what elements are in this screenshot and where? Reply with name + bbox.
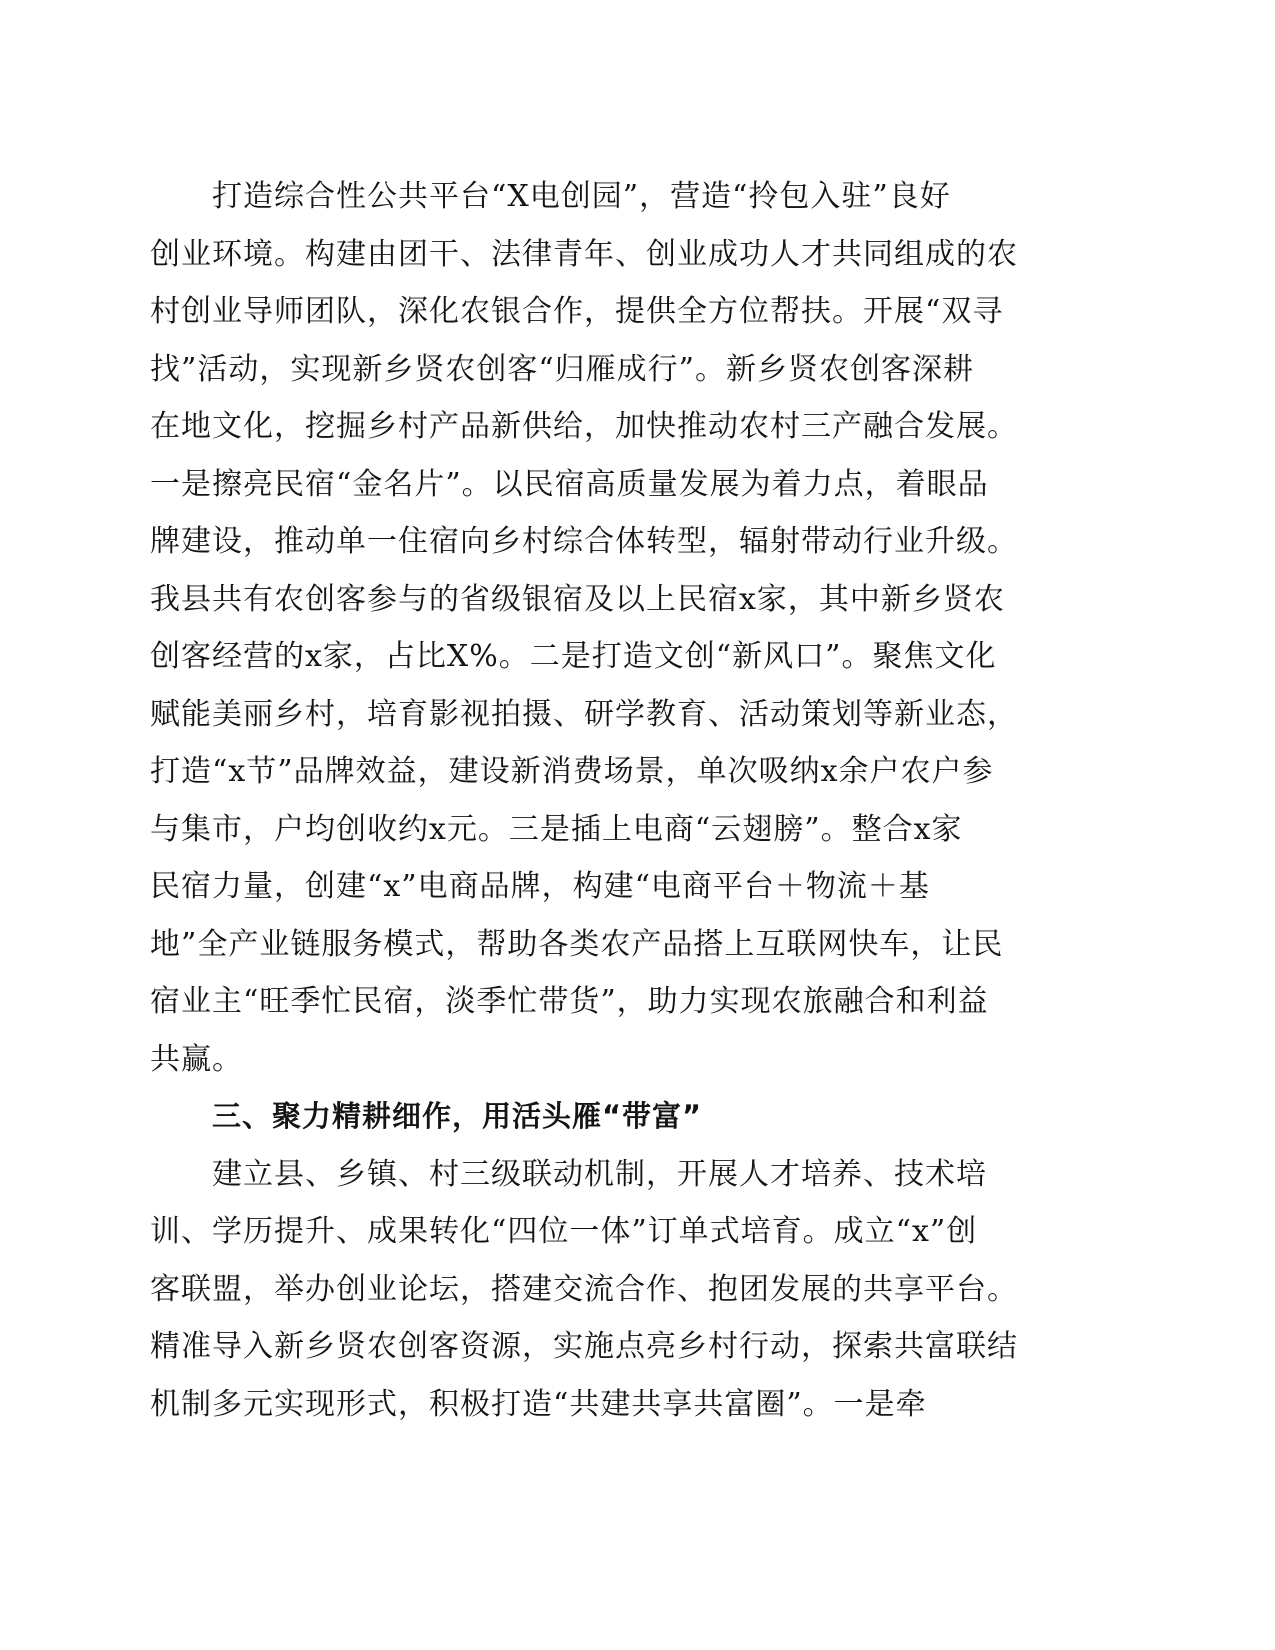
section-heading-3: 三、聚力精耕细作，用活头雁“带富” <box>212 1099 703 1133</box>
paragraph-2-line: 客联盟，举办创业论坛，搭建交流合作、抱团发展的共享平台。 <box>150 1271 1018 1307</box>
paragraph-1-line: 村创业导师团队，深化农银合作，提供全方位帮扶。开展“双寻 <box>150 294 1004 329</box>
paragraph-1-line: 我县共有农创客参与的省级银宿及以上民宿x家，其中新乡贤农 <box>150 581 1005 617</box>
paragraph-1-line: 创业环境。构建由团干、法律青年、创业成功人才共同组成的农 <box>150 236 1018 272</box>
paragraph-1-line: 找”活动，实现新乡贤农创客“归雁成行”。新乡贤农创客深耕 <box>150 351 975 387</box>
paragraph-1-line: 共赢。 <box>150 1041 243 1077</box>
paragraph-1-line: 在地文化，挖掘乡村产品新供给，加快推动农村三产融合发展。 <box>150 409 1018 444</box>
paragraph-1 <box>150 168 1050 1433</box>
paragraph-1-line: 牌建设，推动单一住宿向乡村综合体转型，辐射带动行业升级。 <box>150 524 1018 559</box>
paragraph-1-line: 赋能美丽乡村，培育影视拍摄、研学教育、活动策划等新业态， <box>150 696 1018 732</box>
paragraph-1-line: 宿业主“旺季忙民宿，淡季忙带货”，助力实现农旅融合和利益 <box>150 984 989 1019</box>
paragraph-2-line: 建立县、乡镇、村三级联动机制，开展人才培养、技术培 <box>212 1156 987 1192</box>
paragraph-1-line: 民宿力量，创建“x”电商品牌，构建“电商平台＋物流＋基 <box>150 869 930 904</box>
paragraph-1-line: 打造综合性公共平台“X电创园”，营造“拎包入驻”良好 <box>212 179 951 214</box>
paragraph-2-line: 训、学历提升、成果转化“四位一体”订单式培育。成立“x”创 <box>150 1214 978 1249</box>
paragraph-1-line: 一是擦亮民宿“金名片”。以民宿高质量发展为着力点，着眼品 <box>150 466 989 502</box>
paragraph-1-line: 与集市，户均创收约x元。三是插上电商“云翅膀”。整合x家 <box>150 811 963 847</box>
paragraph-1-line: 地”全产业链服务模式，帮助各类农产品搭上互联网快车，让民 <box>150 926 1004 962</box>
paragraph-1-line: 打造“x节”品牌效益，建设新消费场景，单次吸纳x余户农户参 <box>150 754 994 789</box>
paragraph-2-line: 精准导入新乡贤农创客资源，实施点亮乡村行动，探索共富联结 <box>150 1329 1018 1364</box>
paragraph-1-line: 创客经营的x家，占比X%。二是打造文创“新风口”。聚焦文化 <box>150 639 997 674</box>
paragraph-2-line: 机制多元实现形式，积极打造“共建共享共富圈”。一是牵 <box>150 1386 927 1422</box>
